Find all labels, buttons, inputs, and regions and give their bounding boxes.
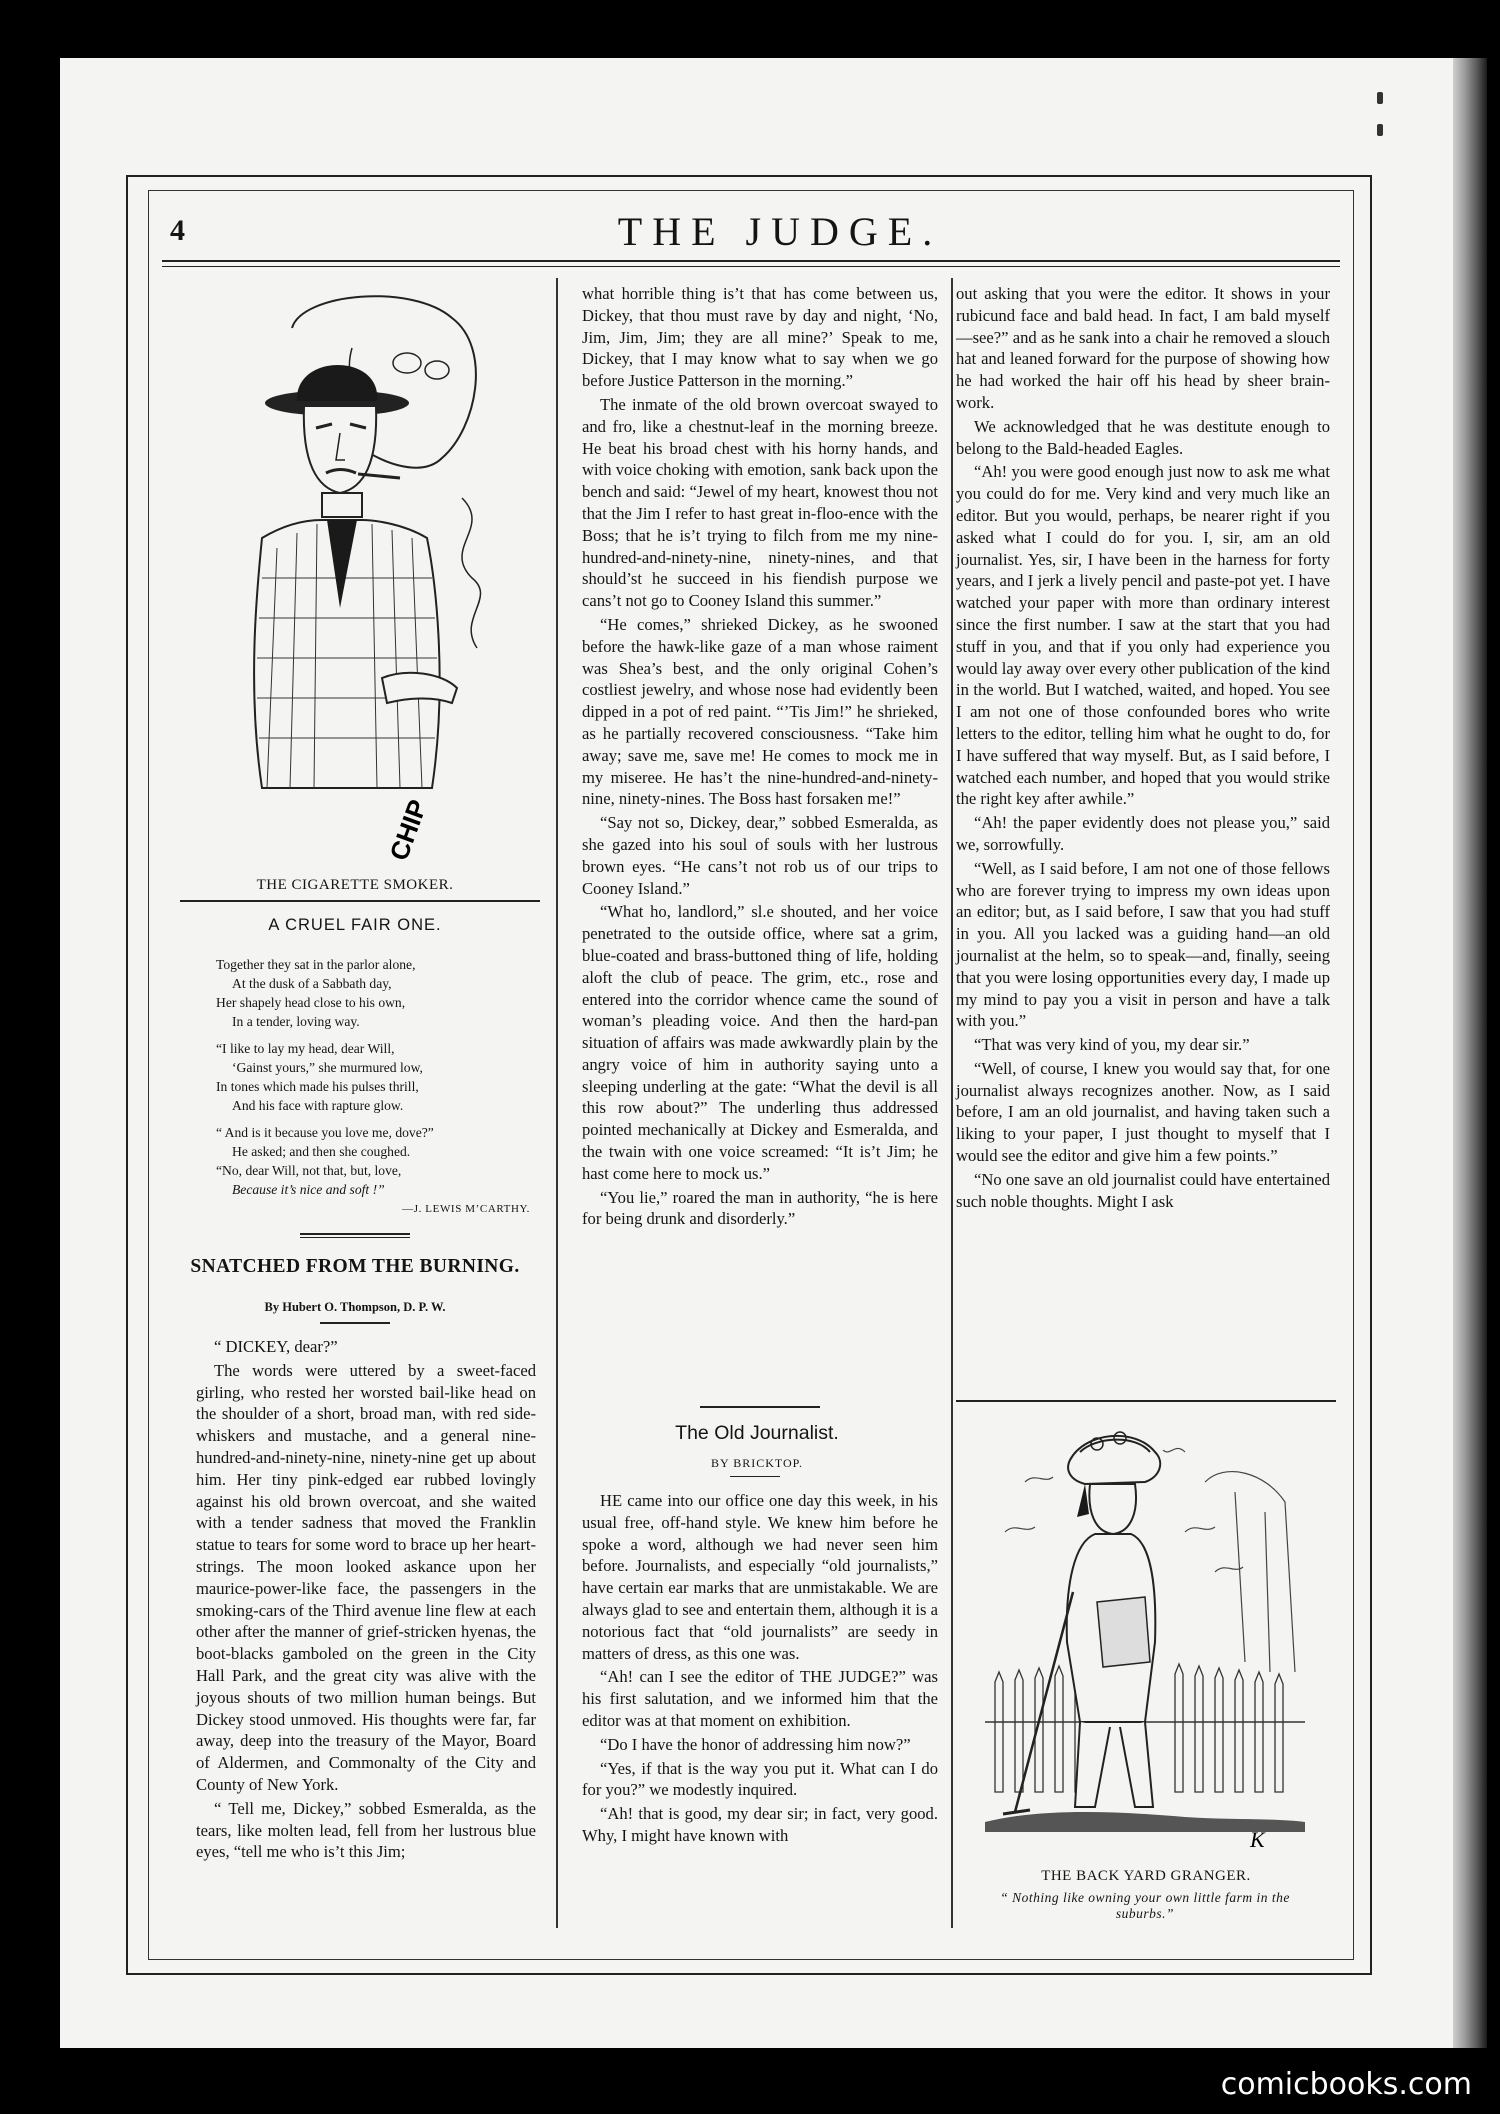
paragraph: “Say not so, Dickey, dear,” sobbed Esmeralda, as she gazed into his soul of souls with her lustrous brown eyes. “He cans’t not rob us of our trips to Cooney Island.” — [582, 813, 938, 898]
paragraph: “That was very kind of you, my dear sir.” — [974, 1035, 1250, 1055]
story-byline: By Hubert O. Thompson, D. P. W. — [264, 1300, 446, 1314]
poem-title: A CRUEL FAIR ONE. — [268, 916, 442, 934]
section-rule — [320, 1322, 390, 1324]
back-yard-granger-subcaption: “ Nothing like owning your own little farm in the suburbs.” — [1000, 1890, 1290, 1921]
paragraph: “What ho, landlord,” sl.e shouted, and her voice penetrated to the outside office, where sat a grim, blue-coated and brass-buttoned thing of life, holding aloft the club of peace. The grim, etc., rose and entered into the corridor whence came the sound of woman’s pleading voice. And then the hard-pan situation of affairs was made awkwardly plain by the angry voice of him in authority saying unto a sleeping underling at the gate: “What the devil is all this row about?” The underling thus addressed pointed mechanically at Dickey and Esmeralda, and the twain with one voice screamed: “It is’t Jim; he hast come here to mock us.” — [582, 902, 938, 1183]
story-column-2 — [582, 283, 938, 1232]
paragraph: We acknowledged that he was destitute enough to belong to the Bald-headed Eagles. — [956, 416, 1330, 458]
story-title: SNATCHED FROM THE BURNING. — [190, 1256, 520, 1277]
article-byline: BY BRICKTOP. — [710, 1456, 804, 1470]
poem-stanza — [216, 1123, 536, 1199]
paragraph: “Ah! you were good enough just now to ask me what you could do for me. Very kind and very much like an editor. But you would, perhaps, be nearer right if you asked what I could do for you. I, sir, am an old journalist. Yes, sir, I have been in the harness for forty years, and I jerk a lively pencil and paste-pot yet. I have watched your paper with more than ordinary interest since the first number. I saw at the start that you had stuff in you, and that if you only had experience you would lay away over every other publication of the kind in the world. But I watched, waited, and hoped. You see I am not one of those confounded bores who write letters to the editor, telling him what he ought to do, for I have suffered that way myself. But, as I said before, I watched each number, and hoped that you would strike the right key after awhile.” — [956, 462, 1330, 809]
poem-line: “No, dear Will, not that, but, love, — [216, 1163, 402, 1178]
paragraph: “Ah! can I see the editor of THE JUDGE?” was his first salutation, and we informed him that the editor was at that moment on exhibition. — [582, 1667, 938, 1730]
paragraph: “Ah! the paper evidently does not please you,” said we, sorrowfully. — [956, 813, 1330, 854]
source-watermark: comicbooks.com — [1220, 2067, 1472, 2102]
article-title: The Old Journalist. — [675, 1422, 839, 1444]
binding-mark — [1377, 92, 1383, 104]
artist-signature: K — [1250, 1827, 1265, 1852]
book-spine — [1453, 58, 1487, 2048]
paragraph: what horrible thing is’t that has come between us, Dickey, that thou must rave by day and night, ‘No, Jim, Jim, Jim; they are all mine?’ Speak to me, Dickey, that I may know what to say when we go before Justice Patterson in the morning.” — [582, 284, 938, 391]
poem-credit: —J. LEWIS M’CARTHY. — [402, 1203, 530, 1215]
paragraph: “Do I have the honor of addressing him now?” — [600, 1734, 911, 1754]
poem-line: In a tender, loving way. — [232, 1014, 360, 1029]
paragraph: “Ah! that is good, my dear sir; in fact, very good. Why, I might have known with — [582, 1804, 938, 1845]
cigarette-smoker-caption: THE CIGARETTE SMOKER. — [256, 877, 454, 893]
paragraph: “He comes,” shrieked Dickey, as he swooned before the hawk-like gaze of a man whose raiment was Shea’s best, and the only original Cohen’s costliest jewelry, and whose nose had evidently been dipped in a pot of red paint. “’Tis Jim!” he shrieked, as he partially recovered consciousness. “Take him away; save me, save me! He comes to mock me in my miseree. He has’t the nine-hundred-and-ninety-nine, ninety-nines. The Boss hast forsaken me!” — [582, 614, 938, 809]
cigarette-smoker-illustration — [232, 288, 507, 873]
column-divider — [951, 278, 953, 1928]
poem-line: Together they sat in the parlor alone, — [216, 957, 416, 972]
paragraph: “You lie,” roared the man in authority, “he is here for being drunk and disorderly.” — [582, 1187, 938, 1229]
page-number: 4 — [170, 214, 185, 247]
poem-stanza — [216, 1039, 536, 1115]
section-rule — [300, 1237, 410, 1238]
paragraph: “Well, as I said before, I am not one of those fellows who are forever trying to impress my own ideas upon an editor; but, as I said before, I saw that you had stuff in you. All you lacked was a guiding hand—an old journalist at the helm, so to speak—and, finally, seeing that you were losing opportunities every day, I made up my mind to pay you a visit in person and have a talk with you.” — [956, 858, 1330, 1031]
paragraph: “ Tell me, Dickey,” sobbed Esmeralda, as the tears, like molten lead, fell from her lustrous blue eyes, “tell me who is’t this Jim; — [196, 1798, 536, 1862]
story-column-1 — [196, 1336, 536, 1865]
article-column-3 — [956, 283, 1330, 1214]
poem-line: Her shapely head close to his own, — [216, 995, 406, 1010]
section-rule — [700, 1406, 820, 1408]
section-rule — [730, 1476, 780, 1477]
section-rule — [300, 1233, 410, 1235]
masthead-rule — [162, 266, 1340, 267]
poem-line: At the dusk of a Sabbath day, — [232, 976, 392, 991]
paragraph: out asking that you were the editor. It shows in your rubicund face and bald head. In fact, I am bald myself—see?” and as he sank into a chair he removed a slouch hat and leaned forward for the purpose of showing how he had worked the hair off his head by sheer brain-work. — [956, 284, 1330, 412]
paragraph: “Well, of course, I knew you would say that, for one journalist always recognizes another. Now, as I said before, I am an old journalist, and having taken such a liking to your paper, I just thought to myself that I would see the editor and give him a few points.” — [956, 1058, 1330, 1166]
paragraph: The inmate of the old brown overcoat swayed to and fro, like a chestnut-leaf in the morning breeze. He beat his broad chest with his horny hands, and with voice choking with emotion, sank back upon the bench and said: “Jewel of my heart, knowest thou not that the Jim I refer to hast great in-floo-ence with the Boss; that he is’t trying to filch from me my nine-hundred-and-ninety-nine, ninety-nines, and that should’st he succeed in his fiendish purpose we cans’t not go to Cooney Island this summer.” — [582, 394, 938, 611]
poem-line: Because it’s nice and soft !” — [232, 1182, 385, 1197]
poem-line: And his face with rapture glow. — [232, 1098, 404, 1113]
paragraph: “ DICKEY, dear?” — [214, 1337, 338, 1356]
poem-line: “I like to lay my head, dear Will, — [216, 1041, 395, 1056]
poem-line: ‘Gainst yours,” she murmured low, — [232, 1060, 423, 1075]
back-yard-granger-illustration — [985, 1422, 1305, 1862]
artist-signature: CHIP — [383, 795, 433, 865]
masthead-rule — [162, 260, 1340, 262]
poem-body — [216, 955, 536, 1207]
paragraph: The words were uttered by a sweet-faced girling, who rested her worsted bail-like head on the shoulder of a short, broad man, with red side-whiskers and mustache, and a general nine-hundred-and-ninety-nine, ninety-nine get up about him. Her tiny pink-edged ear rubbed lovingly against his old brown overcoat, and she waited with a tender sadness that moved the Franklin statue to tears for some word to brace up her heart-strings. The moon looked askance upon her maurice-power-like face, the passengers in the smoking-cars of the Third avenue line flew at each other after the manner of grief-stricken hyenas, the boot-blacks gamboled on the green in the City Hall Park, and the great city was alive with the joyous shouts of two million human beings. But Dickey stood unmoved. His thoughts were far, far away, deep into the treasury of the Mayor, Board of Aldermen, and Commonalty of the City and County of New York. — [196, 1360, 536, 1794]
poem-line: In tones which made his pulses thrill, — [216, 1079, 419, 1094]
column-divider — [556, 278, 558, 1928]
paragraph: “No one save an old journalist could have entertained such noble thoughts. Might I ask — [956, 1169, 1330, 1211]
section-rule — [956, 1400, 1336, 1402]
masthead: THE JUDGE. — [617, 209, 943, 254]
back-yard-granger-caption: THE BACK YARD GRANGER. — [1041, 1868, 1251, 1884]
poem-line: “ And is it because you love me, dove?” — [216, 1125, 434, 1140]
paragraph: “Yes, if that is the way you put it. What can I do for you?” we modestly inquired. — [582, 1758, 938, 1800]
article-column-2 — [582, 1490, 938, 1849]
section-rule — [180, 900, 540, 902]
poem-line: He asked; and then she coughed. — [232, 1144, 411, 1159]
binding-mark — [1377, 124, 1383, 136]
paragraph: HE came into our office one day this week, in his usual free, off-hand style. We knew him before he spoke a word, although we had never seen him before. Journalists, and especially “old journalists,” have certain ear marks that are unmistakable. We are always glad to see and entertain them, although it is a notorious fact that “old journalists” are seedy in matters of dress, as this one was. — [582, 1491, 938, 1663]
poem-stanza — [216, 955, 536, 1031]
